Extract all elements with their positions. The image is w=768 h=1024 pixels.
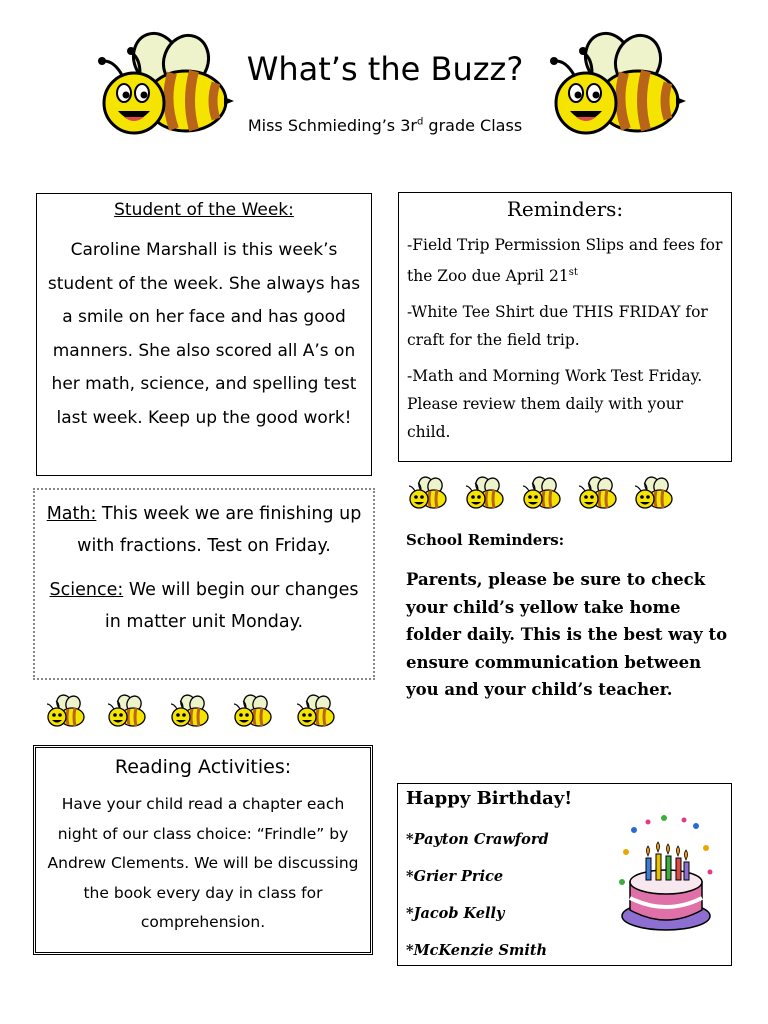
reading-text: Have your child read a chapter each night of our class choice: “Frindle” by Andrew Clements. We will be discussing the book every day in class for comprehension.: [47, 795, 359, 931]
math-text: Math: This week we are finishing up with fractions. Test on Friday.: [46, 504, 362, 556]
school-reminders-heading: School Reminders:: [406, 531, 565, 549]
reminders-heading: Reminders:: [506, 197, 624, 221]
bee-icon: [463, 476, 505, 512]
reminder-item: -White Tee Shirt due THIS FRIDAY for craft for the field trip.: [407, 303, 708, 350]
student-of-week-text: Caroline Marshall is this week’s student of the week. She always has a smile on her face and has good manners. She also scored all A’s on her math, science, and spelling test last week. Keep up the good work!: [47, 240, 361, 428]
bee-icon: [406, 476, 448, 512]
birthday-cake-icon: [614, 812, 718, 936]
reading-heading: Reading Activities:: [114, 756, 292, 778]
bee-icon: [576, 476, 618, 512]
subjects-box: [33, 488, 375, 680]
bee-icon: [520, 476, 562, 512]
bee-icon: [105, 694, 147, 730]
bee-icon: [546, 30, 686, 142]
newsletter-title: What’s the Buzz?: [246, 50, 524, 88]
bee-icon: [231, 694, 273, 730]
science-text: Science: We will begin our changes in matter unit Monday.: [49, 580, 359, 632]
reminder-item: -Field Trip Permission Slips and fees for the Zoo due April 21st: [407, 236, 723, 286]
newsletter-subtitle: Miss Schmieding’s $3r^d$ grade Class: [247, 116, 523, 135]
birthday-name: *Payton Crawford: [406, 831, 549, 848]
reminders-box: [398, 192, 732, 462]
bee-icon: [168, 694, 210, 730]
bee-icon: [632, 476, 674, 512]
birthday-name: *McKenzie Smith: [406, 942, 548, 959]
school-reminders-text: Parents, please be sure to check your child’s yellow take home folder daily. This is the best way to ensure communication between you and your child’s teacher.: [406, 570, 728, 699]
bee-icon: [94, 30, 234, 142]
bee-icon: [294, 694, 336, 730]
birthday-heading: Happy Birthday!: [406, 788, 573, 809]
reminder-item: -Math and Morning Work Test Friday. Please review them daily with your child.: [407, 367, 703, 442]
bee-icon: [44, 694, 86, 730]
birthday-name: *Jacob Kelly: [406, 905, 505, 922]
birthday-name: *Grier Price: [406, 868, 504, 885]
student-of-week-box: [36, 193, 372, 476]
reading-activities-box: [33, 745, 373, 955]
student-of-week-heading: Student of the Week:: [114, 200, 294, 220]
